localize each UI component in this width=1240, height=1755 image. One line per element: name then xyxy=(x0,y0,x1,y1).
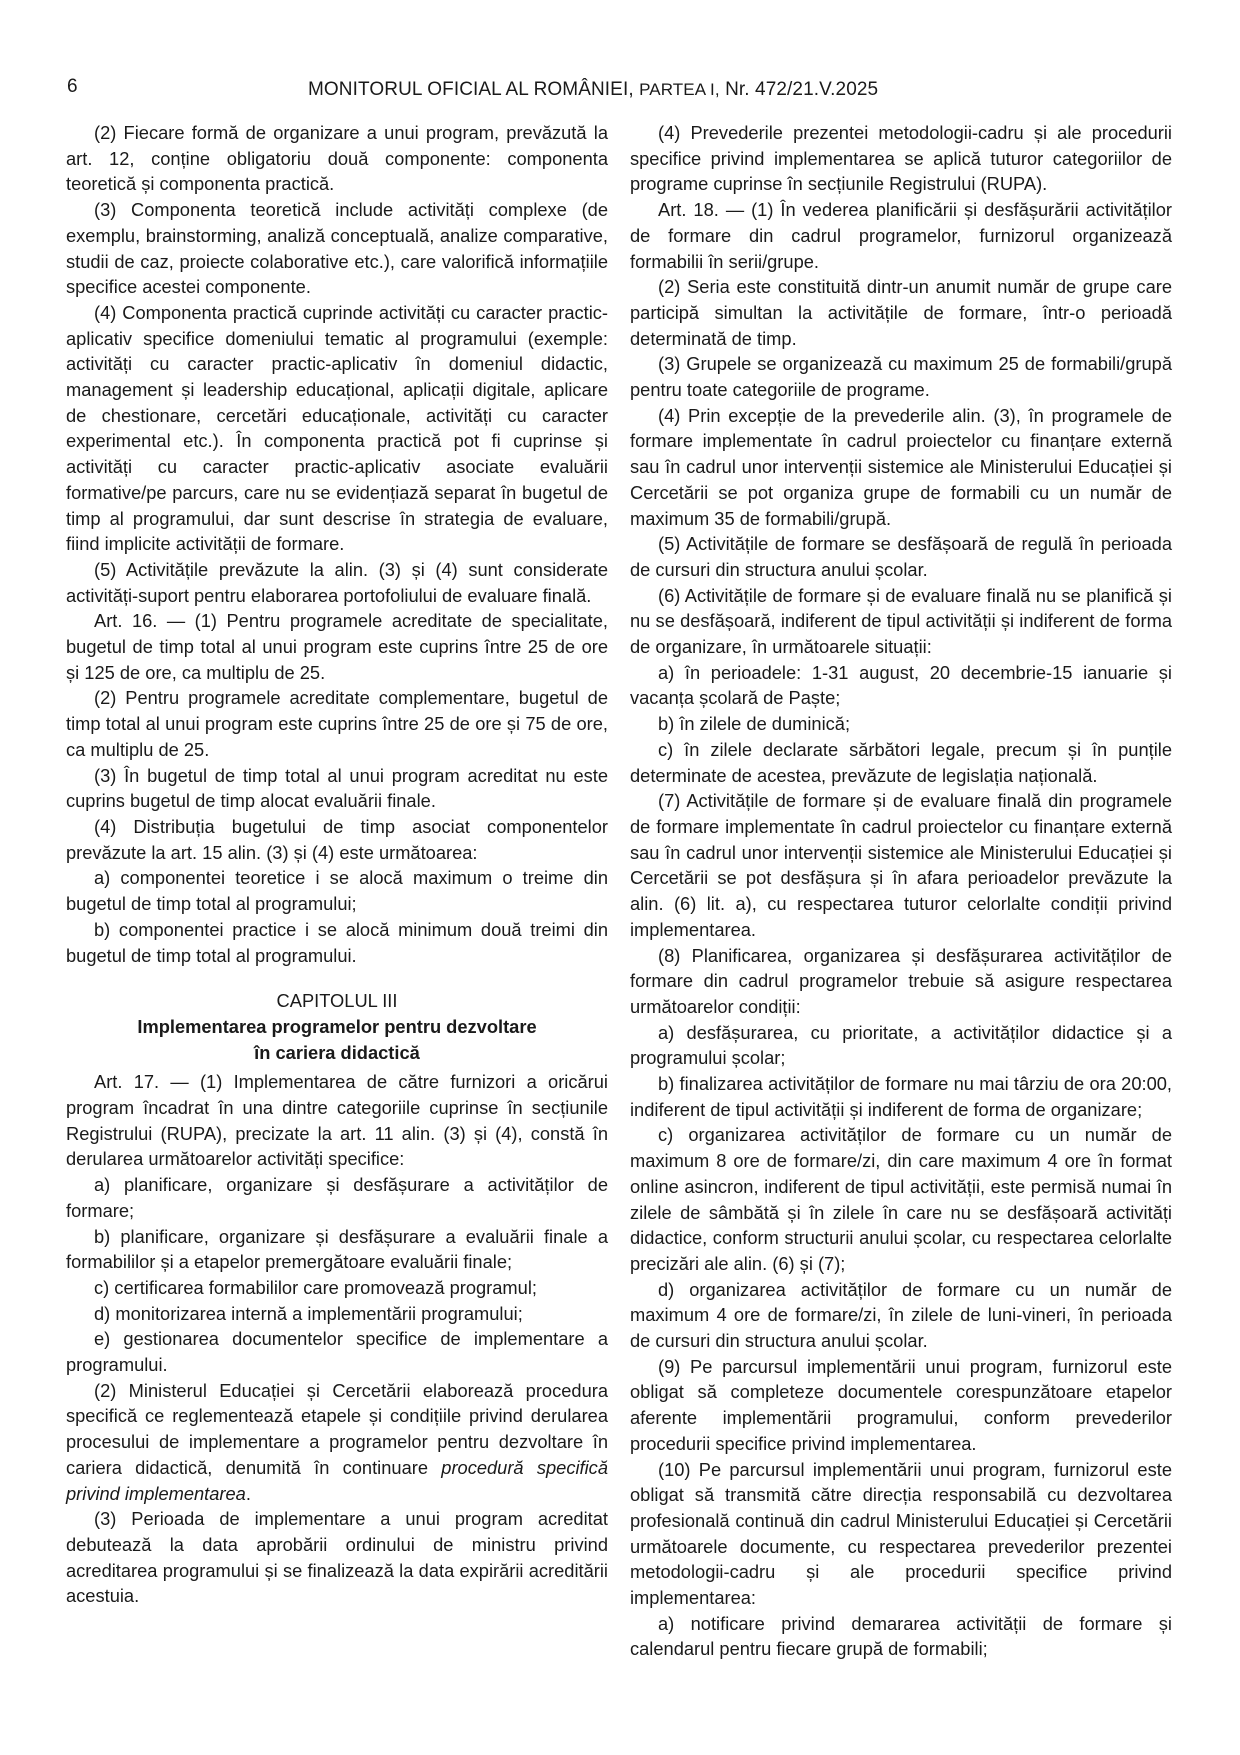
list-item: a) planificare, organizare și desfășurare a activităților de formare; xyxy=(66,1174,608,1221)
paragraph: (3) Perioada de implementare a unui program acreditat debutează la data aprobării ordinului de ministru privind acreditarea programului și se finalizează la data expirării acreditării acestuia. xyxy=(66,1508,608,1607)
paragraph: (10) Pe parcursul implementării unui program, furnizorul este obligat să transmită către direcția responsabilă cu dezvoltarea profesională continuă din cadrul Ministerului Educației și Cercetării următoarele documente, cu respectarea prevederilor prezentei metodologii-cadru și ale procedurii specifice privind implementarea: xyxy=(630,1458,1172,1609)
list-item: c) organizarea activităților de formare cu un număr de maximum 8 ore de formare/zi, din care maximum 4 ore în format online asincron, indiferent de tipul activității, este permisă numai în zilele de sâmbătă și în zilele în care nu se desfășoară activități didactice, conform structurii anului școlar, cu respectarea celorlalte precizări ale alin. (6) și (7); xyxy=(630,1124,1172,1274)
paragraph: (2) Seria este constituită dintr-un anumit număr de grupe care participă simultan la activitățile de formare, într-o perioadă determinată de timp. xyxy=(630,276,1172,349)
paragraph: (4) Prevederile prezentei metodologii-cadru și ale procedurii specifice privind implementarea se aplică tuturor categoriilor de programe cuprinse în secțiunile Registrului (RUPA). xyxy=(630,122,1172,195)
paragraph: (6) Activitățile de formare și de evaluare finală nu se planifică și nu se desfășoară, indiferent de tipul activității și indiferent de forma de organizare, în următoarele situații: xyxy=(630,584,1172,658)
list-item: a) desfășurarea, cu prioritate, a activităților didactice și a programului școlar; xyxy=(630,1021,1172,1069)
publication-part: PARTEA I, xyxy=(639,80,720,99)
list-item: b) planificare, organizare și desfășurare a evaluării finale a formabililor și a etapelor premergătoare evaluării finale; xyxy=(66,1225,608,1273)
article-16: Art. 16. — (1) Pentru programele acreditate de specialitate, bugetul de timp total al unui program este cuprins între 25 de ore și 125 de ore, ca multiplu de 25. xyxy=(66,610,608,683)
list-item: d) organizarea activităților de formare cu un număr de maximum 4 ore de formare/zi, în zilele de luni-vineri, în perioada de cursuri din structura anului școlar. xyxy=(630,1278,1172,1352)
paragraph: (2) Fiecare formă de organizare a unui program, prevăzută la art. 12, conține obligatoriu două componente: componenta teoretică și componenta practică. xyxy=(66,122,608,195)
paragraph: (5) Activitățile de formare se desfășoară de regulă în perioada de cursuri din structura anului școlar. xyxy=(630,533,1172,580)
paragraph: (7) Activitățile de formare și de evaluare finală din programele de formare implementate în cadrul proiectelor cu finanțare externă sau în cadrul unor intervenții sistemice ale Ministerului Educației și Cercetării se pot desfășura și în afara perioadelor prevăzute la alin. (6) lit. a), cu respectarea tuturor celorlalte condiții privind implementarea. xyxy=(630,790,1172,940)
paragraph: (4) Componenta practică cuprinde activități cu caracter practic-aplicativ specifice domeniului tematic al programului (exemple: activități cu caracter practic-aplicativ în domeniul didactic, management și leadership educațional, aplicații digitale, aplicare de chestionare, cercetări educaționale, activități cu caracter experimental etc.). În componenta practică pot fi cuprinse și activități cu caracter practic-aplicativ asociate evaluării formative/pe parcurs, care nu se evidențiază separat în bugetul de timp al programului, dar sunt descrise în strategia de evaluare, fiind implicite activității de formare. xyxy=(66,301,608,555)
list-item: a) componentei teoretice i se alocă maximum o treime din bugetul de timp total al programului; xyxy=(66,867,608,915)
list-item: a) notificare privind demararea activității de formare și calendarul pentru fiecare grupă de formabili; xyxy=(630,1612,1172,1660)
text-span: (2) Ministerul Educației și Cercetării elaborează procedura specifică ce reglementează etapele și condițiile privind derularea procesului de implementare a programelor pentru dezvoltare în cariera didactică, denumită în continuare xyxy=(66,1379,608,1478)
right-column xyxy=(630,120,1172,1662)
paragraph: (2) Pentru programele acreditate complementare, bugetul de timp total al unui program este cuprins între 25 de ore și 75 de ore, ca multiplu de 25. xyxy=(66,687,608,760)
list-item: d) monitorizarea internă a implementării programului; xyxy=(94,1302,523,1324)
list-item: e) gestionarea documentelor specifice de implementare a programului. xyxy=(66,1328,608,1376)
chapter-title-line-1: Implementarea programelor pentru dezvoltare xyxy=(137,1015,537,1037)
paragraph: (3) Grupele se organizează cu maximum 25 de formabili/grupă pentru toate categoriile de programe. xyxy=(630,353,1172,401)
paragraph: (3) Componenta teoretică include activități complexe (de exemplu, brainstorming, analiză conceptuală, analize comparative, studii de caz, proiecte colaborative etc.), care valorifică informațiile specifice acestei componente. xyxy=(66,199,608,298)
article-18: Art. 18. — (1) În vederea planificării și desfășurării activităților de formare din cadrul programelor, furnizorul organizează formabilii în serii/grupe. xyxy=(630,199,1172,272)
issue-number: Nr. 472/21.V.2025 xyxy=(725,79,879,100)
chapter-number: CAPITOLUL III xyxy=(276,990,398,1012)
paragraph xyxy=(66,1378,608,1507)
list-item: a) în perioadele: 1-31 august, 20 decembrie-15 ianuarie și vacanța școlară de Paște; xyxy=(630,661,1172,709)
paragraph: (8) Planificarea, organizarea și desfășurarea activităților de formare din cadrul programelor trebuie să asigure respectarea următoarelor condiții: xyxy=(630,944,1172,1017)
paragraph: (5) Activitățile prevăzute la alin. (3) și (4) sunt considerate activități-suport pentru elaborarea portofoliului de evaluare finală. xyxy=(66,558,608,606)
page-number: 6 xyxy=(67,76,78,97)
list-item: b) în zilele de duminică; xyxy=(658,713,851,735)
paragraph: (4) Prin excepție de la prevederile alin. (3), în programele de formare implementate în cadrul proiectelor cu finanțare externă sau în cadrul unor intervenții sistemice ale Ministerului Educației și Cercetării se pot organiza grupe de formabili cu un număr de maximum 35 de formabili/grupă. xyxy=(630,404,1172,529)
article-17: Art. 17. — (1) Implementarea de către furnizori a oricărui program încadrat în una dintre categoriile cuprinse în secțiunile Registrului (RUPA), precizate la art. 11 alin. (3) și (4), constă în derularea următoarelor activități specifice: xyxy=(66,1071,608,1170)
text-span: . xyxy=(245,1482,251,1504)
list-item: c) certificarea formabililor care promovează programul; xyxy=(94,1276,537,1298)
chapter-heading xyxy=(66,988,608,1065)
paragraph: (4) Distribuția bugetului de timp asociat componentelor prevăzute la art. 15 alin. (3) și (4) este următoarea: xyxy=(66,815,608,863)
chapter-title-line-2: în cariera didactică xyxy=(254,1041,420,1063)
running-header xyxy=(308,79,878,101)
italic-term: procedură specifică privind implementarea xyxy=(66,1456,608,1504)
list-item: b) finalizarea activităților de formare nu mai târziu de ora 20:00, indiferent de tipul activității și indiferent de forma de organizare; xyxy=(630,1073,1172,1120)
left-column xyxy=(66,120,608,1609)
paragraph: (3) În bugetul de timp total al unui program acreditat nu este cuprins bugetul de timp alocat evaluării finale. xyxy=(66,764,608,812)
publication-name: MONITORUL OFICIAL AL ROMÂNIEI, xyxy=(308,79,634,100)
paragraph: (9) Pe parcursul implementării unui program, furnizorul este obligat să completeze documentele corespunzătoare etapelor aferente implementării programului, conform prevederilor procedurii specifice privind implementarea. xyxy=(630,1355,1172,1454)
list-item: b) componentei practice i se alocă minimum două treimi din bugetul de timp total al programului. xyxy=(66,918,608,966)
list-item: c) în zilele declarate sărbători legale, precum și în punțile determinate de acestea, prevăzute de legislația națională. xyxy=(630,738,1172,786)
